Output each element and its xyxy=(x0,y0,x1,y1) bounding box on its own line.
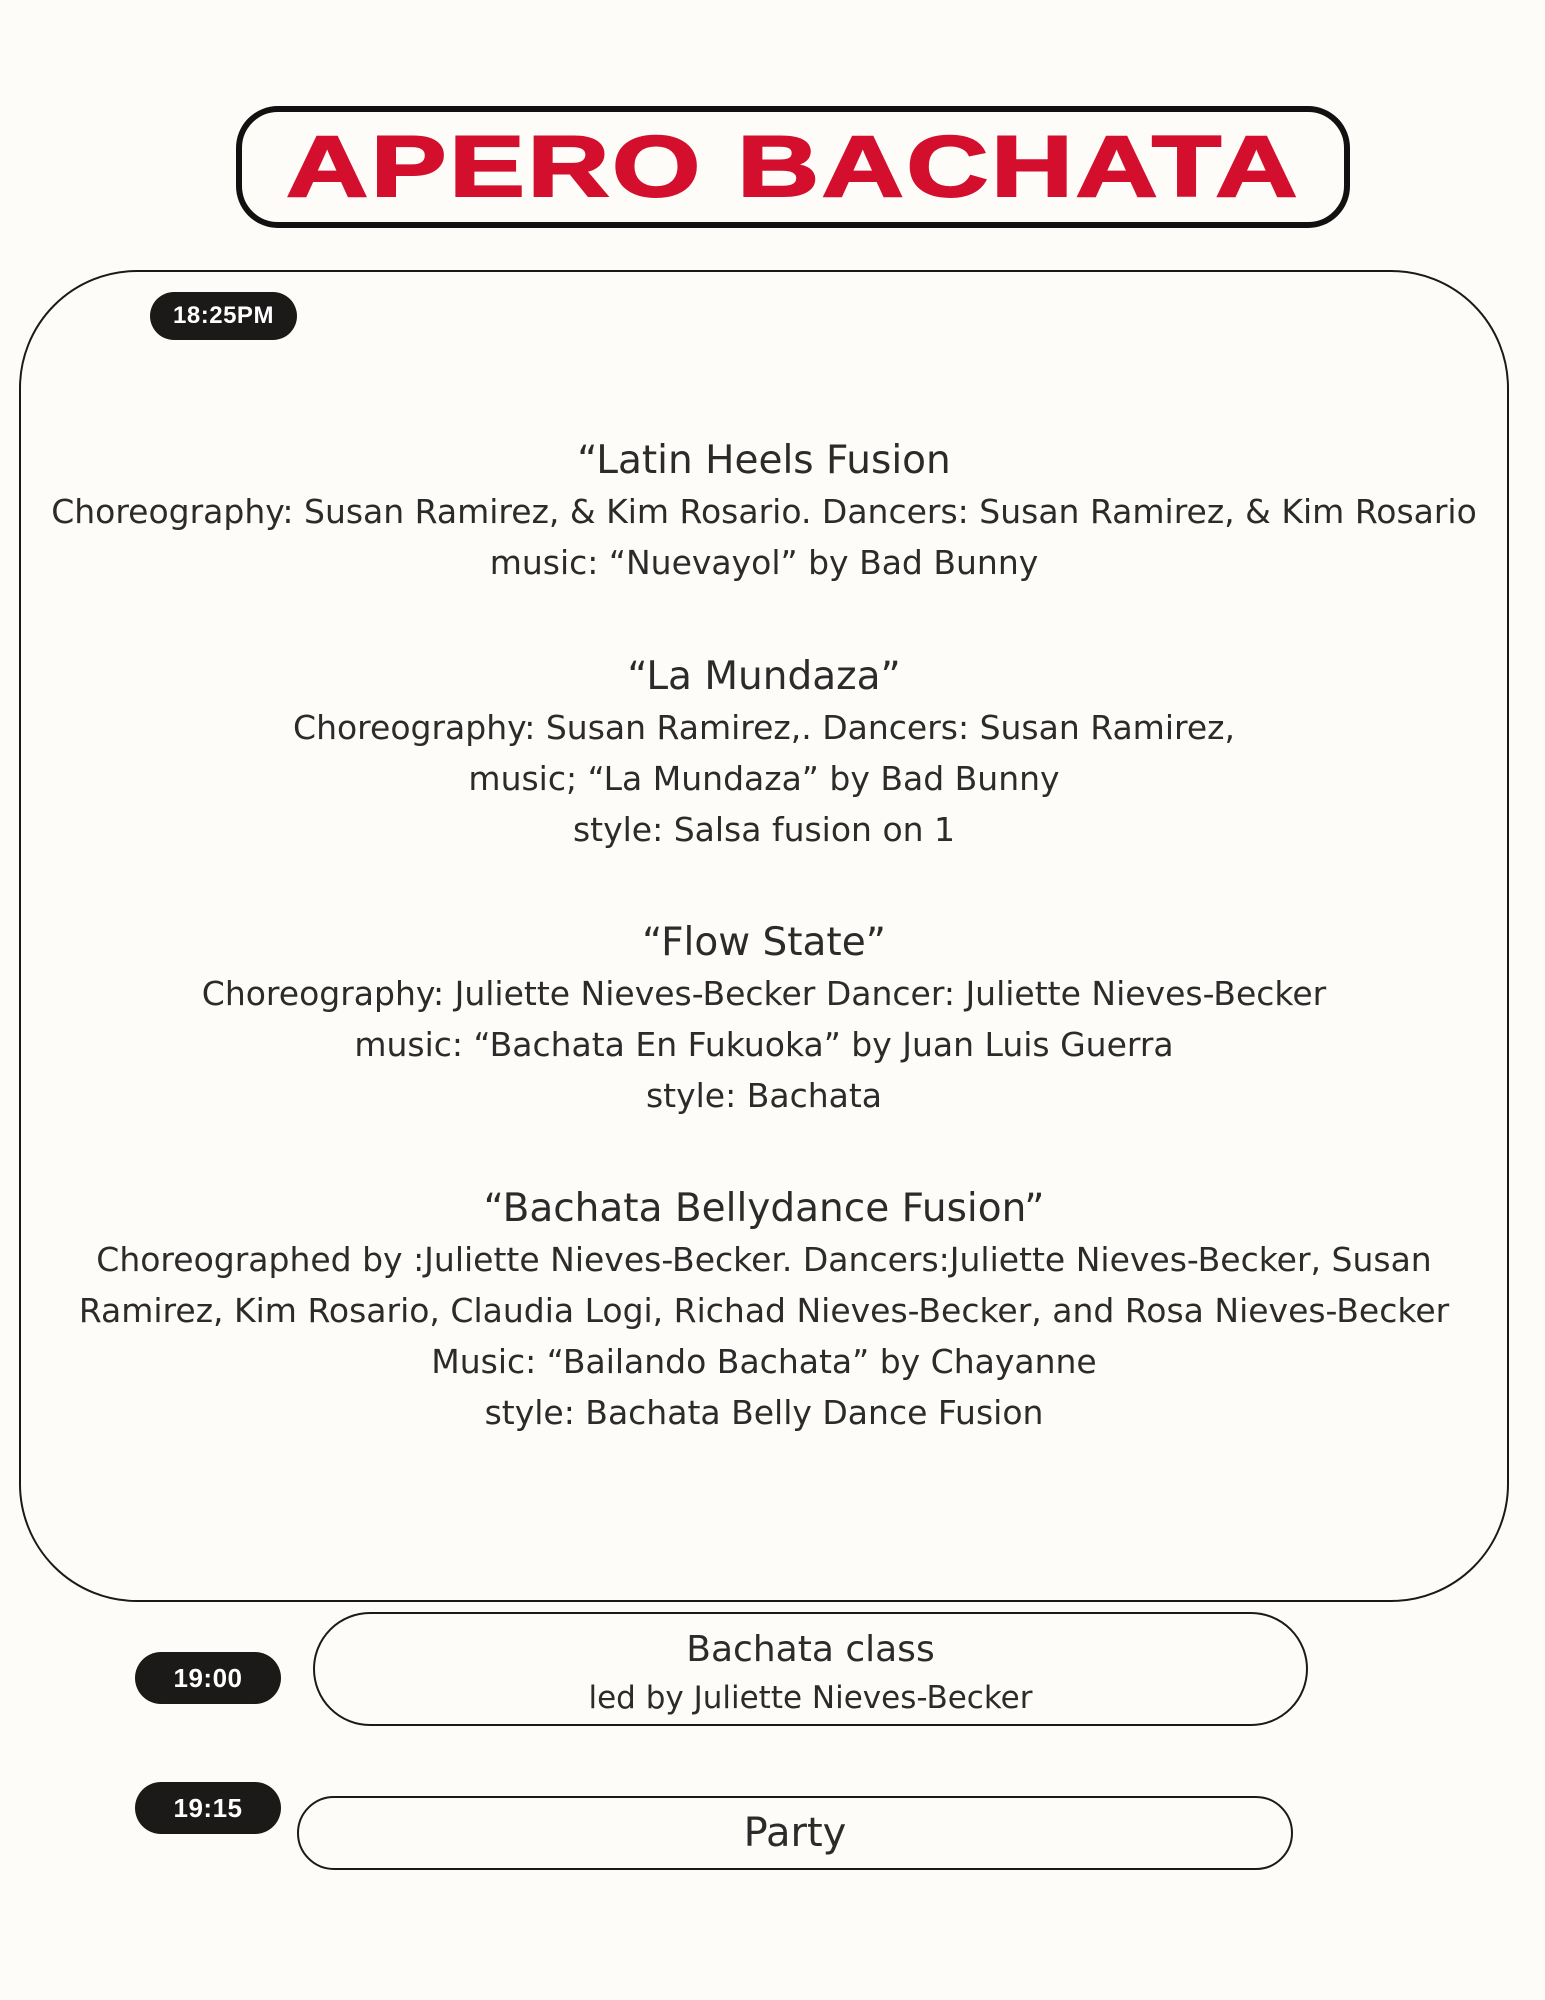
time-badge-party: 19:15 xyxy=(135,1782,281,1834)
performance-title: “Bachata Bellydance Fusion” xyxy=(483,1186,1045,1231)
event-title-box xyxy=(236,106,1350,228)
performance-credits: Choreography: Juliette Nieves-Becker Dancer: Juliette Nieves-Becker xyxy=(201,974,1327,1013)
performance-item xyxy=(19,918,1509,1121)
performance-item xyxy=(19,1184,1509,1438)
performance-credits: Choreographed by :Juliette Nieves-Becker. Dancers:Juliette Nieves-Becker, Susan xyxy=(96,1240,1432,1279)
time-badge-performances: 18:25PM xyxy=(150,292,297,340)
performance-credits: Choreography: Susan Ramirez,. Dancers: Susan Ramirez, xyxy=(293,708,1235,747)
performance-style: style: Bachata xyxy=(645,1076,883,1115)
performance-title: “La Mundaza” xyxy=(627,654,901,699)
performance-title: “Flow State” xyxy=(642,920,886,965)
performance-title: “Latin Heels Fusion xyxy=(577,438,951,483)
event-title: APERO BACHATA xyxy=(286,119,1300,215)
performance-item xyxy=(19,652,1509,855)
time-badge-class: 19:00 xyxy=(135,1652,281,1704)
performance-music: Music: “Bailando Bachata” by Chayanne xyxy=(431,1342,1097,1381)
class-instructor: led by Juliette Nieves-Becker xyxy=(588,1680,1033,1716)
performance-style: style: Salsa fusion on 1 xyxy=(572,810,956,849)
performance-item xyxy=(19,436,1509,588)
performance-credits-continued: Ramirez, Kim Rosario, Claudia Logi, Richad Nieves-Becker, and Rosa Nieves-Becker xyxy=(78,1291,1450,1330)
performance-music: music; “La Mundaza” by Bad Bunny xyxy=(468,759,1060,798)
performance-style: style: Bachata Belly Dance Fusion xyxy=(484,1393,1044,1432)
bachata-class-box xyxy=(313,1612,1308,1726)
party-label: Party xyxy=(743,1810,847,1856)
performance-credits: Choreography: Susan Ramirez, & Kim Rosario. Dancers: Susan Ramirez, & Kim Rosario xyxy=(51,492,1477,531)
performance-music: music: “Bachata En Fukuoka” by Juan Luis Guerra xyxy=(354,1025,1174,1064)
class-title: Bachata class xyxy=(686,1629,935,1670)
performance-music: music: “Nuevayol” by Bad Bunny xyxy=(489,543,1039,582)
party-box xyxy=(297,1796,1293,1870)
